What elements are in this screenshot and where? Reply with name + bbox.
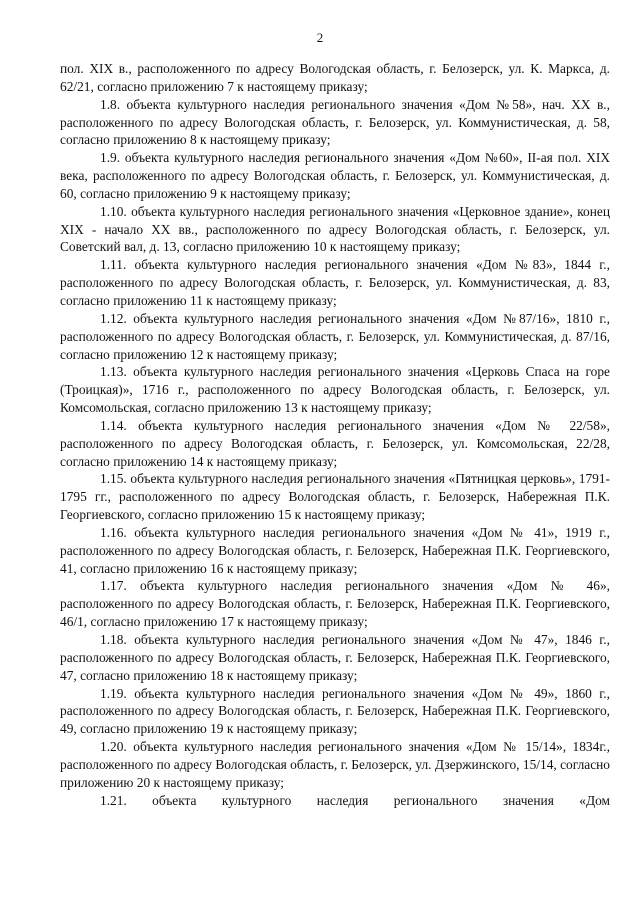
document-body bbox=[60, 60, 610, 809]
list-item: 1.15. объекта культурного наследия регионального значения «Пятницкая церковь», 1791-1795 гг., расположенного по адресу Вологодская область, г. Белозерск, Набережная П.К. Георгиевского, согласно приложению 15 к настоящему приказу; bbox=[60, 471, 610, 523]
list-item: 1.14. объекта культурного наследия регионального значения «Дом № 22/58», расположенного по адресу Вологодская область, г. Белозерск, ул. Комсомольская, 22/28, согласно приложению 14 к настоящему приказу; bbox=[60, 417, 610, 469]
list-item: 1.11. объекта культурного наследия регионального значения «Дом №83», 1844 г., расположенного по адресу Вологодская область, г. Белозерск, ул. Коммунистическая, д. 83, согласно приложению 11 к настоящему приказу; bbox=[60, 257, 610, 308]
list-item: 1.13. объекта культурного наследия регионального значения «Церковь Спаса на горе (Троицкая)», 1716 г., расположенного по адресу Вологодская область, г. Белозерск, ул. Комсомольская, согласно приложению 13 к настоящему приказу; bbox=[60, 364, 610, 416]
list-item: 1.19. объекта культурного наследия регионального значения «Дом № 49», 1860 г., расположенного по адресу Вологодская область, г. Белозерск, Набережная П.К. Георгиевского, 49, согласно приложению 19 к настоящему приказу; bbox=[60, 685, 610, 737]
list-item: 1.18. объекта культурного наследия регионального значения «Дом № 47», 1846 г., расположенного по адресу Вологодская область, г. Белозерск, Набережная П.К. Георгиевского, 47, согласно приложению 18 к настоящему приказу; bbox=[60, 632, 610, 683]
continued-paragraph: пол. XIX в., расположенного по адресу Вологодская область, г. Белозерск, ул. К. Маркса, д. 62/21, согласно приложению 7 к настоящему приказу; bbox=[60, 61, 610, 94]
list-item: 1.21. объекта культурного наследия регионального значения «Дом bbox=[100, 792, 610, 808]
list-item: 1.9. объекта культурного наследия регионального значения «Дом №60», II-ая пол. XIX века, расположенного по адресу Вологодская область, г. Белозерск, ул. Коммунистическая, д. 60, согласно приложению 9 к настоящему приказу; bbox=[60, 150, 610, 201]
list-item: 1.8. объекта культурного наследия регионального значения «Дом №58», нач. XX в., расположенного по адресу Вологодская область, г. Белозерск, ул. Коммунистическая, д. 58, согласно приложению 8 к настоящему приказу; bbox=[60, 96, 610, 148]
list-item: 1.17. объекта культурного наследия регионального значения «Дом № 46», расположенного по адресу Вологодская область, г. Белозерск, Набережная П.К. Георгиевского, 46/1, согласно приложению 17 к настоящему приказу; bbox=[60, 578, 610, 630]
page-number: 2 bbox=[316, 30, 324, 45]
list-item: 1.10. объекта культурного наследия регионального значения «Церковное здание», конец XIX - начало XX вв., расположенного по адресу Вологодская область, г. Белозерск, ул. Советский вал, д. 13, согласно приложению 10 к настоящему приказу; bbox=[60, 203, 610, 255]
list-item: 1.16. объекта культурного наследия регионального значения «Дом № 41», 1919 г., расположенного по адресу Вологодская область, г. Белозерск, Набережная П.К. Георгиевского, 41, согласно приложению 16 к настоящему приказу; bbox=[60, 524, 610, 576]
list-item: 1.20. объекта культурного наследия регионального значения «Дом № 15/14», 1834г., расположенного по адресу Вологодская область, г. Белозерск, ул. Дзержинского, 15/14, согласно приложению 20 к настоящему приказу; bbox=[60, 739, 610, 790]
list-item: 1.12. объекта культурного наследия регионального значения «Дом №87/16», 1810 г., расположенного по адресу Вологодская область, г. Белозерск, ул. Коммунистическая, д. 87/16, согласно приложению 12 к настоящему приказу; bbox=[60, 310, 610, 362]
